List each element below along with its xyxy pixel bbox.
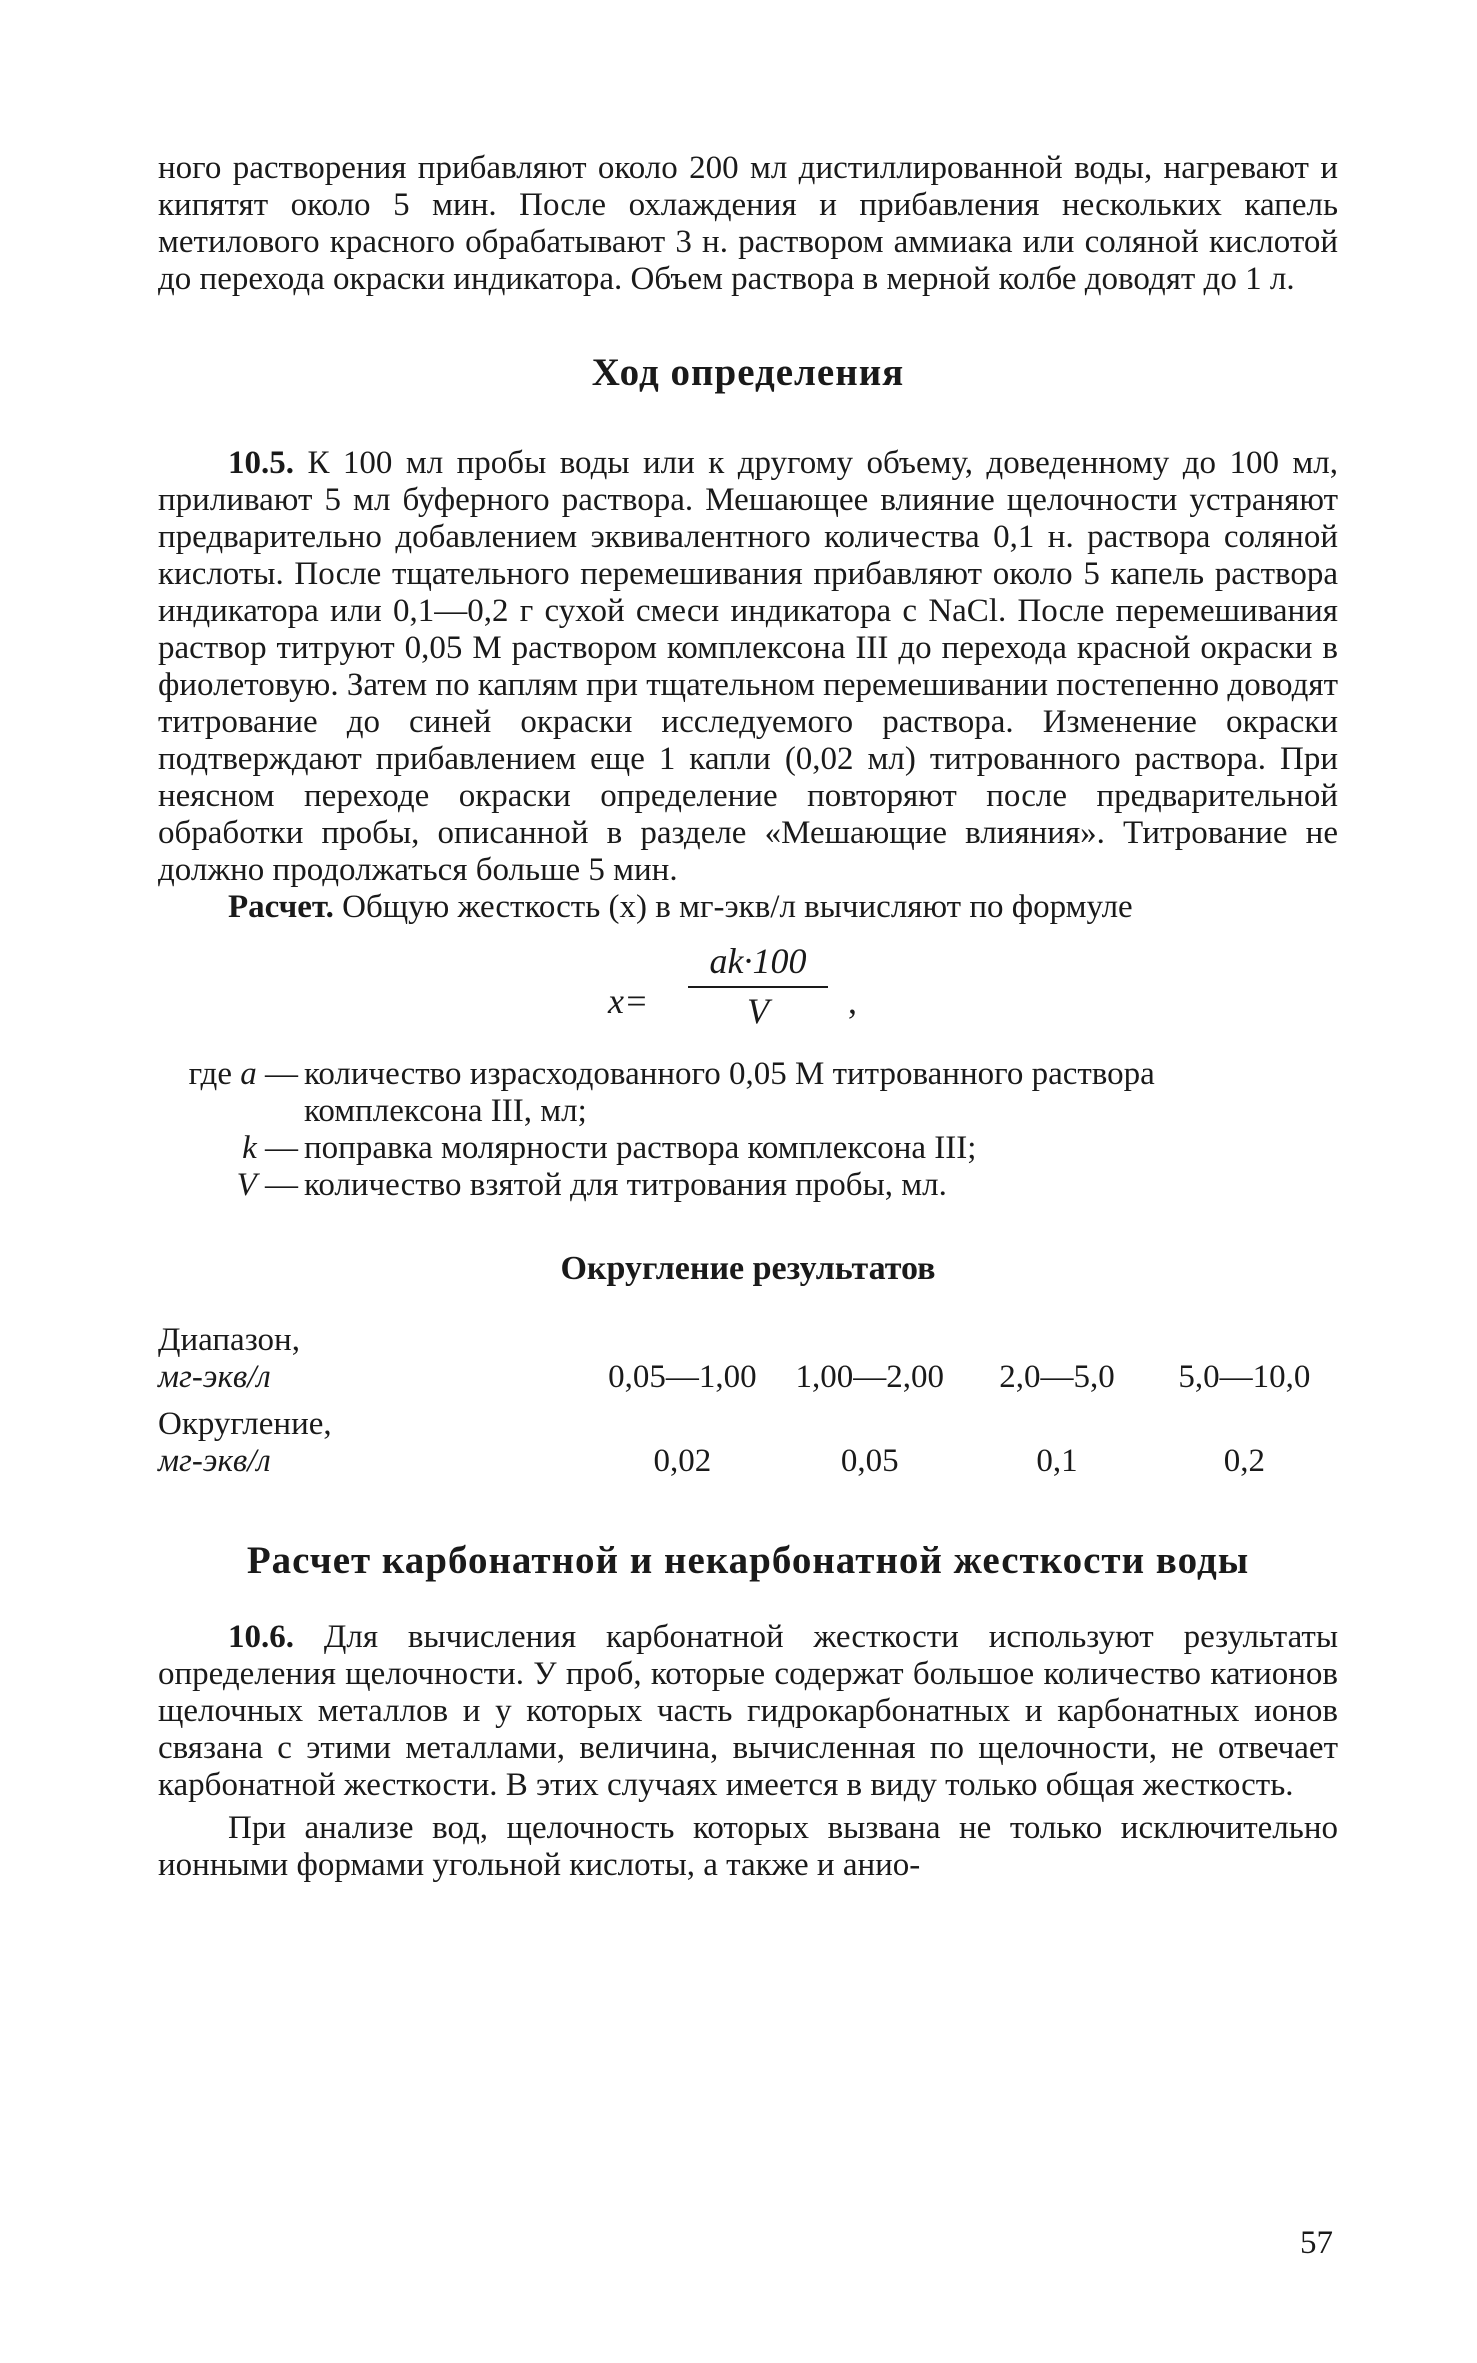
table-cell: 2,0—5,0 bbox=[999, 1359, 1115, 1395]
formula-fraction bbox=[688, 940, 828, 1032]
definition-dash: — bbox=[265, 1167, 298, 1203]
formula-definitions bbox=[158, 1056, 1338, 1204]
section-number: 10.5. bbox=[228, 445, 294, 481]
table-cell: 0,2 bbox=[1223, 1443, 1265, 1479]
section-heading-procedure: Ход определения bbox=[591, 351, 905, 394]
definition-v bbox=[158, 1167, 1338, 1204]
formula-lhs: х= bbox=[608, 981, 649, 1021]
paragraph-analysis: При анализе вод, щелочность которых вызвана не только исключительно ионными формами угольной кислоты, а также и анио- bbox=[158, 1810, 1338, 1883]
paragraph-10-5 bbox=[158, 445, 1338, 889]
definition-prefix: где bbox=[188, 1056, 232, 1092]
definition-dash: — bbox=[265, 1056, 298, 1092]
paragraph-text: Для вычисления карбонатной жесткости используют результаты определения щелочности. У проб, которые содержат большое количество катионов щелочных металлов и у которых часть гидрокарбонатных и карбонатных ионов связана с этими металлами, величина, вычисленная по щелочности, не отвечает карбонатной жесткости. В этих случаях имеется в виду только общая жесткость. bbox=[158, 1619, 1338, 1803]
table-cell: 0,02 bbox=[653, 1443, 712, 1479]
hardness-formula bbox=[158, 940, 1338, 1050]
row-label: Диапазон, bbox=[158, 1322, 300, 1358]
row-unit: мг-экв/л bbox=[158, 1443, 271, 1479]
table-row bbox=[158, 1322, 1338, 1396]
section-number: 10.6. bbox=[228, 1619, 294, 1655]
row-unit: мг-экв/л bbox=[158, 1359, 271, 1395]
table-cell: 0,05 bbox=[840, 1443, 899, 1479]
definition-k bbox=[158, 1130, 1338, 1167]
intro-paragraph: ного растворения прибавляют около 200 мл дистиллированной воды, нагревают и кипятят около 5 мин. После охлаждения и прибавления нескольких капель метилового красного обрабатывают 3 н. раствором аммиака или соляной кислотой до перехода окраски индикатора. Объем раствора в мерной колбе доводят до 1 л. bbox=[158, 150, 1338, 297]
definition-symbol: V bbox=[236, 1167, 257, 1203]
paragraph-10-6 bbox=[158, 1619, 1338, 1804]
definition-text: поправка молярности раствора комплексона III; bbox=[304, 1130, 977, 1166]
page-number: 57 bbox=[1300, 2225, 1333, 2261]
formula-denominator: V bbox=[747, 991, 769, 1031]
table-cell: 0,05—1,00 bbox=[608, 1359, 757, 1395]
calculation-text: Общую жесткость (х) в мг-экв/л вычисляют по формуле bbox=[342, 889, 1133, 925]
calculation-label: Расчет. bbox=[228, 889, 334, 925]
page-body bbox=[158, 150, 1338, 1884]
rounding-heading: Округление результатов bbox=[560, 1250, 936, 1287]
table-row bbox=[158, 1396, 1338, 1480]
calculation-paragraph bbox=[158, 889, 1338, 926]
formula-comma: , bbox=[848, 981, 857, 1021]
fraction-bar bbox=[688, 986, 828, 988]
definition-text: количество взятой для титрования пробы, мл. bbox=[304, 1167, 947, 1203]
paragraph-text: К 100 мл пробы воды или к другому объему, доведенному до 100 мл, приливают 5 мл буферного раствора. Мешающее влияние щелочности устраняют предварительно добавлением эквивалентного количества 0,1 н. раствора соляной кислоты. После тщательного перемешивания прибавляют около 5 капель раствора индикатора или 0,1—0,2 г сухой смеси индикатора с NaCl. После перемешивания раствор титруют 0,05 М раствором комплексона III до перехода красной окраски в фиолетовую. Затем по каплям при тщательном перемешивании постепенно доводят титрование до синей окраски исследуемого раствора. Изменение окраски подтверждают прибавлением еще 1 капли (0,02 мл) титрованного раствора. При неясном переходе окраски определение повторяют после предварительной обработки пробы, описанной в разделе «Мешающие влияния». Титрование не должно продолжаться больше 5 мин. bbox=[158, 445, 1339, 888]
section-heading-carbonate: Расчет карбонатной и некарбонатной жесткости воды bbox=[246, 1539, 1250, 1582]
definition-a bbox=[158, 1056, 1338, 1130]
definition-symbol: a bbox=[240, 1056, 257, 1092]
rounding-table bbox=[158, 1322, 1338, 1480]
definition-symbol: k bbox=[242, 1130, 257, 1166]
definition-dash: — bbox=[265, 1130, 298, 1166]
definition-text: количество израсходованного 0,05 М титрованного раствора комплексона III, мл; bbox=[304, 1056, 1155, 1129]
table-cell: 1,00—2,00 bbox=[795, 1359, 944, 1395]
row-label: Округление, bbox=[158, 1406, 332, 1442]
table-cell: 0,1 bbox=[1036, 1443, 1078, 1479]
formula-numerator: ak·100 bbox=[709, 941, 807, 981]
table-cell: 5,0—10,0 bbox=[1178, 1359, 1311, 1395]
